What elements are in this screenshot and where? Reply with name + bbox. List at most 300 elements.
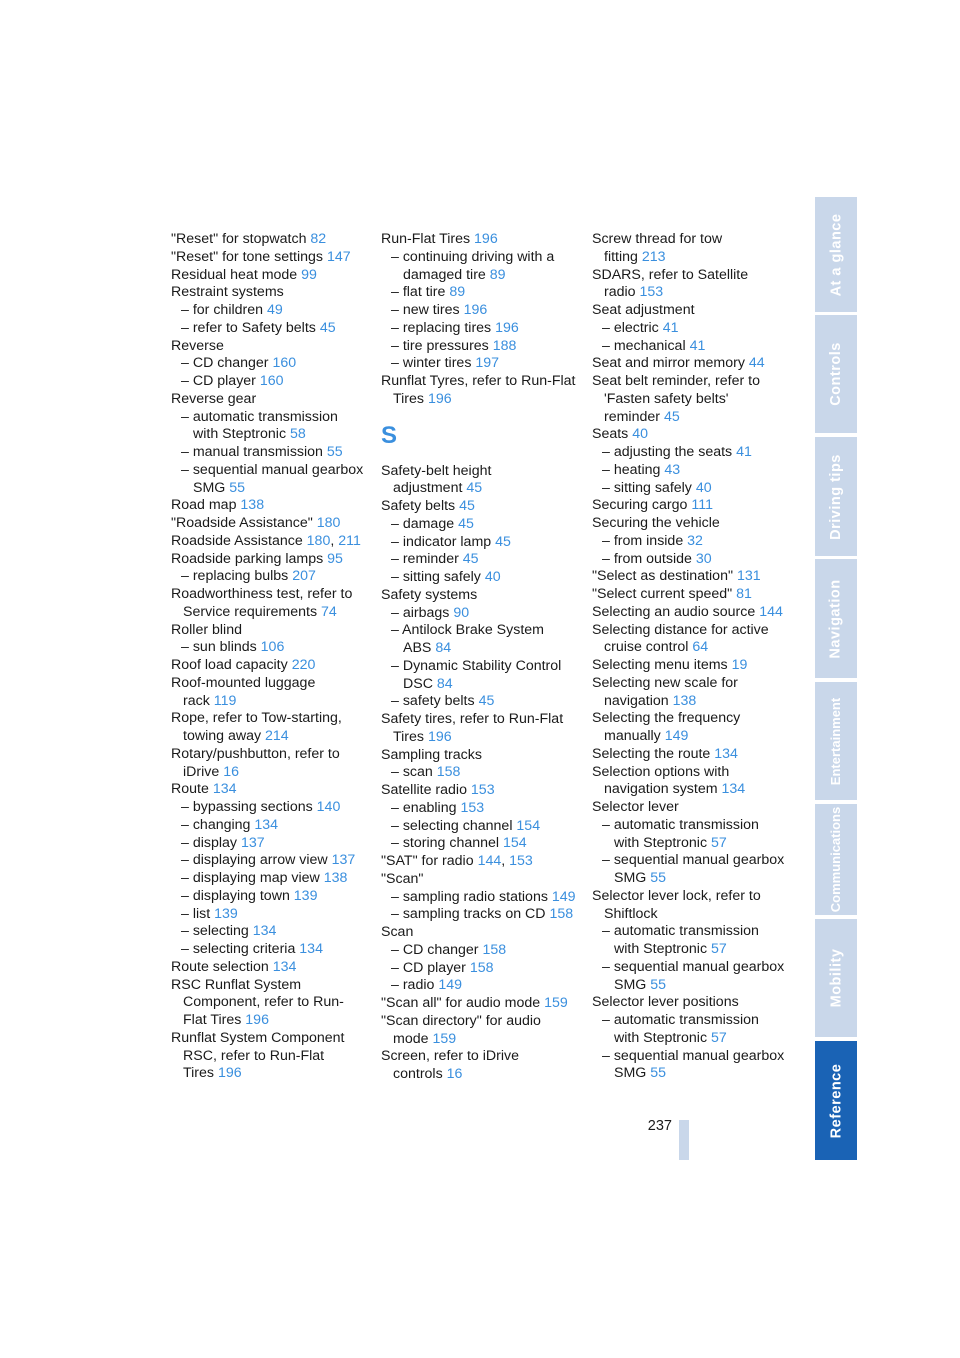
page-link[interactable]: 134	[272, 958, 297, 975]
index-subentry	[592, 959, 787, 995]
sidebar-tab-entertainment[interactable]	[815, 682, 857, 800]
entry-text: Safety-belt height adjustment	[381, 462, 492, 497]
entry-text: – indicator lamp	[391, 533, 492, 550]
page-link[interactable]: 197	[475, 355, 500, 372]
sidebar-tab-reference[interactable]	[815, 1041, 857, 1160]
page-link[interactable]: 40	[695, 479, 712, 496]
page-link[interactable]: 58	[290, 426, 306, 443]
entry-text: – sequential manual gearbox SMG	[602, 852, 785, 886]
index-subentry	[171, 852, 366, 870]
entry-text: "Reset" for stopwatch	[171, 231, 307, 247]
index-subentry	[592, 817, 787, 853]
entry-text: Rotary/pushbutton, refer to iDrive	[171, 745, 340, 780]
entry-text: Selector lever lock, refer to Shiftlock	[592, 887, 761, 922]
page-link[interactable]: 180	[306, 532, 331, 549]
index-entry	[171, 267, 366, 285]
index-entry	[592, 426, 787, 444]
entry-text: Selection options with navigation system	[592, 763, 730, 798]
page-link[interactable]: 153	[460, 799, 485, 816]
page-link[interactable]: 119	[213, 692, 237, 709]
page-link[interactable]: 131	[736, 568, 761, 585]
entry-text: – replacing bulbs	[181, 568, 289, 585]
entry-text: – sampling radio stations	[391, 888, 548, 905]
index-subentry	[381, 693, 576, 711]
page-link[interactable]: 196	[427, 728, 452, 745]
index-entry	[592, 799, 787, 817]
index-entry	[171, 391, 366, 409]
page-link[interactable]: 196	[245, 1012, 269, 1028]
page-link[interactable]: 134	[299, 941, 323, 957]
index-entry	[381, 373, 576, 409]
index-subentry	[381, 942, 576, 960]
index-subentry	[171, 302, 366, 320]
index-entry	[592, 267, 787, 303]
index-entry	[381, 587, 576, 605]
entry-text: Sampling tracks	[381, 746, 482, 763]
sidebar-tab-navigation[interactable]	[815, 559, 857, 678]
entry-text: Safety systems	[381, 586, 478, 603]
page-link[interactable]: 30	[695, 550, 712, 567]
page-link[interactable]: 55	[650, 1065, 667, 1082]
page-link[interactable]: 84	[436, 675, 453, 692]
entry-text: Roadworthiness test, refer to Service requirements	[171, 586, 353, 620]
index-subentry	[381, 800, 576, 818]
index-entry	[171, 710, 366, 746]
index-subentry	[381, 551, 576, 569]
page-link[interactable]: 57	[711, 941, 727, 957]
index-subentry	[171, 355, 366, 373]
index-entry	[592, 515, 787, 533]
page-link[interactable]: 137	[331, 852, 356, 869]
index-entry	[592, 657, 787, 675]
page-link[interactable]: 153	[639, 284, 664, 301]
entry-text: – flat tire	[391, 284, 446, 301]
index-entry	[381, 231, 576, 249]
page-link[interactable]: 138	[323, 870, 348, 886]
entry-text: "Reset" for tone settings	[171, 248, 324, 265]
page-link[interactable]: 196	[217, 1065, 242, 1082]
entry-text: Roadside parking lamps	[171, 550, 324, 567]
sidebar-tab-at-a-glance[interactable]	[815, 197, 857, 312]
entry-text: – selecting criteria	[181, 941, 296, 957]
page-link[interactable]: 99	[301, 266, 317, 283]
index-entry	[381, 498, 576, 516]
page-link[interactable]: 147	[326, 248, 351, 265]
index-subentry	[592, 338, 787, 356]
index-subentry	[381, 960, 576, 978]
page-link[interactable]: 55	[650, 870, 667, 886]
index-subentry	[171, 923, 366, 941]
entry-text: Seat adjustment	[592, 302, 695, 318]
page-link[interactable]: 139	[214, 905, 238, 922]
entry-text: Reverse gear	[171, 390, 257, 407]
page-link[interactable]: 149	[438, 977, 463, 994]
index-entry	[592, 355, 787, 373]
page-link[interactable]: 188	[492, 337, 517, 354]
index-subentry	[171, 906, 366, 924]
sidebar-tab-label: Driving tips	[828, 453, 845, 540]
entry-text: Runflat Tyres, refer to Run-Flat Tires	[381, 373, 576, 407]
index-entry	[171, 515, 366, 533]
index-subentry	[381, 320, 576, 338]
index-entry	[592, 604, 787, 622]
entry-text: "Select as destination"	[592, 568, 733, 585]
index-entry	[171, 249, 366, 267]
index-subentry	[171, 568, 366, 586]
entry-text: – sequential manual gearbox SMG	[602, 958, 785, 993]
page-link[interactable]: 45	[466, 480, 483, 497]
entry-text: Safety tires, refer to Run-Flat Tires	[381, 711, 564, 745]
entry-text: Roof-mounted luggage rack	[171, 674, 316, 709]
entry-text: "Scan"	[381, 870, 424, 887]
entry-text: Safety belts	[381, 498, 456, 514]
index-entry	[592, 622, 787, 658]
entry-text: – new tires	[391, 302, 460, 318]
entry-text: Selecting the route	[592, 745, 711, 762]
index-subentry	[171, 817, 366, 835]
page-link[interactable]: 45	[462, 551, 479, 568]
page-link[interactable]: 180	[316, 515, 341, 531]
index-subentry	[171, 941, 366, 959]
page-link[interactable]: 138	[672, 692, 697, 709]
sidebar-tab-label: At a glance	[828, 213, 845, 296]
page-link[interactable]: 159	[544, 995, 568, 1011]
page-link[interactable]: 55	[650, 976, 667, 993]
page-link[interactable]: 45	[458, 515, 474, 532]
page-link[interactable]: 89	[449, 284, 466, 301]
index-entry	[381, 463, 576, 499]
index-entry	[171, 675, 366, 711]
entry-text: Securing cargo	[592, 497, 688, 514]
index-subentry	[592, 1012, 787, 1048]
index-entry: Roadside Assistance 180, 211	[171, 532, 361, 549]
entry-text: – tire pressures	[391, 337, 489, 354]
page-link[interactable]: 57	[711, 834, 727, 851]
page-link[interactable]: 196	[463, 302, 488, 318]
page-link[interactable]: 220	[291, 657, 316, 673]
page-link[interactable]: 196	[474, 231, 498, 247]
index-entry	[171, 338, 366, 356]
entry-text: SDARS, refer to Satellite radio	[592, 266, 749, 301]
entry-text: – CD player	[391, 959, 466, 976]
index-entry	[592, 497, 787, 515]
page-link[interactable]: 41	[662, 319, 679, 336]
entry-text: – winter tires	[391, 355, 472, 372]
page-link[interactable]: 140	[316, 799, 341, 815]
page-link[interactable]: 45	[319, 319, 336, 336]
page-link[interactable]: 137	[240, 834, 265, 851]
entry-text: – continuing driving with a damaged tire	[391, 248, 555, 283]
page-link[interactable]: 49	[266, 302, 283, 318]
entry-text: – enabling	[391, 799, 457, 816]
index-entry	[171, 781, 366, 799]
entry-text: – safety belts	[391, 693, 475, 710]
index-subentry	[381, 977, 576, 995]
index-entry	[171, 1030, 366, 1083]
page-link[interactable]: 45	[459, 498, 475, 514]
index-subentry	[592, 852, 787, 888]
page-link[interactable]: 95	[327, 550, 343, 567]
index-entry	[171, 959, 366, 977]
entry-text: Run-Flat Tires	[381, 231, 471, 247]
page-link[interactable]: 55	[229, 479, 246, 496]
chapter-sidebar	[815, 197, 857, 1160]
page-link[interactable]: 214	[265, 728, 289, 744]
sidebar-tab-label: Communications	[828, 806, 844, 913]
index-entry	[171, 977, 366, 1030]
page-link[interactable]: 158	[482, 941, 507, 958]
page-link[interactable]: 84	[435, 640, 452, 656]
index-subentry	[171, 870, 366, 888]
page-link[interactable]: 74	[321, 603, 337, 620]
index-subentry	[592, 551, 787, 569]
entry-text: – displaying arrow view	[181, 852, 328, 869]
entry-text: – radio	[391, 977, 435, 994]
index-column-1	[171, 231, 366, 1083]
index-subentry	[592, 1048, 787, 1084]
sidebar-tab-controls[interactable]	[815, 315, 857, 433]
entry-text: – bypassing sections	[181, 799, 313, 815]
sidebar-tab-label: Reference	[828, 1063, 844, 1138]
entry-text: RSC Runflat System Component, refer to Run-Flat Tires	[171, 976, 344, 1028]
entry-text: Selecting an audio source	[592, 603, 756, 620]
entry-text: – displaying map view	[181, 870, 320, 886]
entry-text: – damage	[391, 515, 455, 532]
entry-text: – from inside	[602, 532, 684, 549]
index-entry	[171, 622, 366, 640]
index-entry	[381, 1048, 576, 1084]
page-link[interactable]: 82	[310, 231, 327, 247]
page-link[interactable]: 154	[516, 817, 541, 834]
page-link[interactable]: 211	[338, 532, 361, 549]
index-entry	[171, 551, 366, 569]
entry-text: – list	[181, 905, 211, 922]
entry-text: – display	[181, 834, 237, 851]
page-link[interactable]: 144	[759, 603, 783, 620]
page-link[interactable]: 213	[641, 248, 666, 265]
index-entry	[592, 302, 787, 320]
entry-text: – manual transmission	[181, 444, 323, 460]
entry-text: Road map	[171, 497, 237, 514]
page-link[interactable]: 154	[503, 835, 527, 852]
page-link[interactable]: 32	[687, 532, 703, 549]
page-link[interactable]: 64	[692, 639, 709, 656]
page-link[interactable]: 19	[731, 657, 748, 673]
index-subentry	[171, 888, 366, 906]
page-link[interactable]: 81	[736, 586, 752, 602]
entry-text: – electric	[602, 319, 659, 336]
page-link[interactable]: 153	[470, 782, 495, 798]
index-subentry	[381, 906, 576, 924]
index-entry	[381, 924, 576, 942]
index-column-2	[381, 231, 576, 1084]
entry-text: – sitting safely	[602, 479, 692, 496]
page-link[interactable]: 41	[689, 337, 706, 354]
index-subentry	[592, 480, 787, 498]
page-link[interactable]: 40	[632, 426, 649, 443]
entry-text: Selecting distance for active cruise control	[592, 621, 769, 656]
page-link[interactable]: 40	[484, 569, 501, 585]
entry-text: Seat and mirror memory	[592, 355, 745, 372]
entry-text: Selecting new scale for navigation	[592, 674, 738, 709]
section-letter: S	[381, 421, 398, 449]
page-link[interactable]: 41	[736, 444, 752, 460]
page-link[interactable]: 158	[549, 906, 574, 923]
entry-text: – selecting	[181, 923, 249, 940]
index-subentry	[171, 799, 366, 817]
entry-text: – airbags	[391, 604, 450, 621]
page-link[interactable]: 153	[509, 853, 533, 869]
index-column-3	[592, 231, 787, 1083]
index-entry	[592, 231, 787, 267]
index-entry	[592, 568, 787, 586]
entry-text: – automatic transmission with Steptronic	[181, 408, 338, 443]
page-link[interactable]: 111	[691, 497, 713, 514]
index-subentry	[171, 444, 366, 462]
index-subentry	[381, 569, 576, 587]
index-entry: "SAT" for radio 144, 153	[381, 853, 533, 869]
page-link[interactable]: 158	[469, 959, 494, 976]
index-entry	[171, 586, 366, 622]
page-link[interactable]: 149	[551, 888, 576, 905]
entry-text: "Roadside Assistance"	[171, 515, 313, 531]
entry-text: Reverse	[171, 337, 224, 354]
index-subentry	[381, 622, 576, 658]
index-entry	[592, 710, 787, 746]
index-subentry	[381, 284, 576, 302]
page-link[interactable]: 196	[495, 319, 519, 336]
entry-text: Satellite radio	[381, 782, 467, 798]
entry-text: – sitting safely	[391, 569, 481, 585]
entry-text: Residual heat mode	[171, 266, 298, 283]
entry-text: Selecting menu items	[592, 657, 728, 673]
index-subentry	[171, 639, 366, 657]
page-link[interactable]: 45	[478, 693, 495, 710]
page-link[interactable]: 44	[748, 355, 765, 372]
entry-text: Roof load capacity	[171, 657, 288, 673]
page-link[interactable]: 207	[292, 568, 316, 585]
entry-text: Selector lever	[592, 799, 679, 815]
sidebar-tab-driving-tips[interactable]	[815, 437, 857, 556]
entry-text: – sequential manual gearbox SMG	[181, 461, 364, 496]
page-link[interactable]: 134	[212, 781, 237, 798]
sidebar-tab-mobility[interactable]	[815, 919, 857, 1037]
entry-text: – selecting channel	[391, 817, 513, 834]
page-link[interactable]: 90	[453, 604, 470, 621]
page-link[interactable]: 45	[663, 408, 680, 425]
entry-text: Seats	[592, 426, 629, 443]
index-subentry	[381, 889, 576, 907]
entry-text: – CD player	[181, 373, 256, 389]
entry-text: Selector lever positions	[592, 994, 739, 1011]
entry-text: "Scan directory" for audio mode	[381, 1012, 541, 1047]
index-entry	[171, 497, 366, 515]
page-link[interactable]: 55	[326, 444, 343, 460]
entry-text: – automatic transmission with Steptronic	[602, 1012, 759, 1046]
index-subentry	[381, 355, 576, 373]
page-link[interactable]: 89	[489, 266, 506, 283]
page-link[interactable]: 45	[495, 533, 511, 550]
page-link[interactable]: 16	[223, 763, 239, 780]
page-link[interactable]: 159	[432, 1030, 457, 1047]
entry-text: – displaying town	[181, 887, 290, 904]
page-link[interactable]: 134	[714, 745, 738, 762]
index-subentry	[381, 516, 576, 534]
index-entry	[592, 994, 787, 1012]
entry-text: – automatic transmission with Steptronic	[602, 923, 759, 957]
index-entry	[381, 747, 576, 765]
page-link[interactable]: 139	[293, 887, 318, 904]
index-subentry	[381, 658, 576, 694]
page-link[interactable]: 106	[260, 639, 285, 656]
index-entry	[171, 284, 366, 302]
page-link[interactable]: 160	[259, 373, 284, 389]
page-link[interactable]: 43	[664, 461, 681, 478]
page-link[interactable]: 138	[240, 497, 265, 514]
index-entry	[592, 373, 787, 426]
index-entry	[171, 746, 366, 782]
entry-text: Roller blind	[171, 621, 242, 638]
entry-text: – mechanical	[602, 337, 686, 354]
sidebar-tab-label: Entertainment	[828, 697, 844, 785]
index-subentry	[381, 764, 576, 782]
sidebar-tab-label: Navigation	[828, 578, 844, 659]
sidebar-tab-communications[interactable]	[815, 804, 857, 915]
index-entry	[592, 888, 787, 924]
page-link[interactable]: 149	[664, 728, 689, 744]
entry-text: Restraint systems	[171, 284, 284, 301]
entry-text: Roadside Assistance	[171, 532, 303, 549]
index-entry	[171, 231, 366, 249]
page-number-bar	[679, 1120, 689, 1160]
index-subentry	[171, 320, 366, 338]
page-link[interactable]: 144	[477, 853, 502, 869]
page-link[interactable]: 158	[436, 764, 461, 781]
index-subentry	[592, 923, 787, 959]
index-subentry	[171, 409, 366, 445]
entry-text: – Dynamic Stability Control DSC	[391, 657, 562, 692]
entry-text: Scan	[381, 924, 414, 940]
index-subentry	[171, 373, 366, 391]
index-subentry	[592, 320, 787, 338]
index-subentry	[381, 534, 576, 552]
entry-text: – sun blinds	[181, 639, 257, 656]
page-link[interactable]: 134	[252, 923, 277, 940]
entry-text: Route selection	[171, 958, 269, 975]
index-subentry	[381, 338, 576, 356]
index-subentry	[381, 249, 576, 285]
page-link[interactable]: 134	[721, 781, 746, 798]
page-link[interactable]: 134	[254, 816, 279, 833]
index-subentry	[592, 444, 787, 462]
entry-text: – changing	[181, 816, 251, 833]
index-entry	[592, 586, 787, 604]
page-link[interactable]: 196	[427, 390, 452, 407]
entry-text: – reminder	[391, 551, 459, 568]
entry-text: Screen, refer to iDrive controls	[381, 1048, 519, 1082]
page-link[interactable]: 57	[711, 1029, 727, 1046]
page-number: 237	[647, 1118, 672, 1134]
index-entry	[381, 1013, 576, 1049]
index-entry	[381, 871, 576, 889]
entry-text: – storing channel	[391, 835, 500, 852]
index-subentry	[381, 605, 576, 623]
sidebar-tab-label: Controls	[828, 342, 845, 406]
page-link[interactable]: 160	[272, 355, 297, 372]
sidebar-tab-label: Mobility	[828, 948, 844, 1008]
page-link[interactable]: 16	[446, 1066, 463, 1082]
entry-text: – replacing tires	[391, 319, 492, 336]
